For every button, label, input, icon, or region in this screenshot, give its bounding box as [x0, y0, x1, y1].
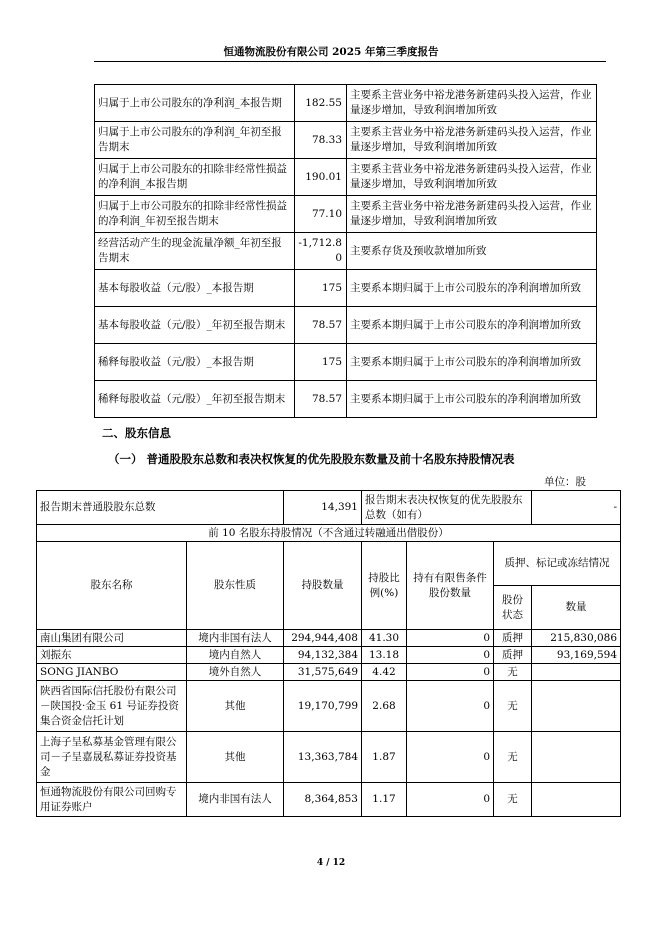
shareholder-name: 刘振东: [37, 647, 187, 664]
restricted-shares: 0: [407, 647, 494, 664]
page-number: 4 / 12: [316, 858, 346, 868]
shareholder-nature: 境内非国有法人: [187, 783, 284, 817]
pledged-amount: [532, 681, 621, 732]
changes-reason-table: [94, 84, 597, 418]
preferred-shareholders-value: -: [532, 491, 621, 525]
restricted-shares: 0: [407, 783, 494, 817]
change-reason: 主要系主营业务中裕龙港务新建码头投入运营，作业量逐步增加，导致利润增加所致: [347, 85, 597, 122]
total-shareholders-label: 报告期末普通股股东总数: [37, 491, 284, 525]
shareholder-nature: 其他: [187, 732, 284, 783]
change-reason: 主要系本期归属于上市公司股东的净利润增加所致: [347, 307, 597, 344]
share-status: 无: [494, 783, 532, 817]
changes-row: [95, 159, 597, 196]
summary-row: [37, 491, 621, 525]
pledged-amount: [532, 732, 621, 783]
shareholders-table: [36, 490, 621, 817]
change-percent: 78.33: [295, 122, 347, 159]
change-percent: 175: [295, 270, 347, 307]
shares-held: 294,944,408: [284, 630, 362, 647]
col-header-shares: 持股数量: [284, 542, 362, 630]
shareholder-nature: 其他: [187, 681, 284, 732]
top10-title-row: [37, 525, 621, 542]
share-status: 质押: [494, 630, 532, 647]
shares-held: 31,575,649: [284, 664, 362, 681]
col-header-restricted: 持有有限售条件股份数量: [407, 542, 494, 630]
holding-ratio: 1.17: [362, 783, 407, 817]
change-reason: 主要系主营业务中裕龙港务新建码头投入运营，作业量逐步增加，导致利润增加所致: [347, 159, 597, 196]
shareholder-row: [37, 647, 621, 664]
shares-held: 94,132,384: [284, 647, 362, 664]
holding-ratio: 1.87: [362, 732, 407, 783]
changes-row: [95, 122, 597, 159]
change-percent: 175: [295, 344, 347, 381]
holding-ratio: 13.18: [362, 647, 407, 664]
changes-row: [95, 85, 597, 122]
change-percent: 182.55: [295, 85, 347, 122]
shareholder-name: 恒通物流股份有限公司回购专用证券账户: [37, 783, 187, 817]
holding-ratio: 41.30: [362, 630, 407, 647]
pledged-amount: [532, 664, 621, 681]
change-reason: 主要系本期归属于上市公司股东的净利润增加所致: [347, 381, 597, 418]
shares-held: 19,170,799: [284, 681, 362, 732]
share-status: 质押: [494, 647, 532, 664]
shareholder-name: 上海子呈私募基金管理有限公司－子呈嘉晟私募证券投资基金: [37, 732, 187, 783]
item-name: 归属于上市公司股东的净利润_年初至报告期末: [95, 122, 295, 159]
restricted-shares: 0: [407, 630, 494, 647]
restricted-shares: 0: [407, 732, 494, 783]
col-header-ratio: 持股比例(%): [362, 542, 407, 630]
changes-row: [95, 270, 597, 307]
change-reason: 主要系存货及预收款增加所致: [347, 233, 597, 270]
item-name: 归属于上市公司股东的净利润_本报告期: [95, 85, 295, 122]
item-name: 稀释每股收益（元/股）_年初至报告期末: [95, 381, 295, 418]
item-name: 稀释每股收益（元/股）_本报告期: [95, 344, 295, 381]
shareholder-row: [37, 783, 621, 817]
shareholder-row: [37, 681, 621, 732]
shareholder-row: [37, 630, 621, 647]
col-header-amount: 数量: [532, 586, 621, 630]
changes-row: [95, 196, 597, 233]
section-title: 二、股东信息: [102, 426, 171, 440]
change-percent: 78.57: [295, 307, 347, 344]
pledged-amount: 93,169,594: [532, 647, 621, 664]
share-status: 无: [494, 732, 532, 783]
shareholder-name: 陕西省国际信托股份有限公司－陕国投·金玉 61 号证券投资集合资金信托计划: [37, 681, 187, 732]
holding-ratio: 4.42: [362, 664, 407, 681]
changes-row: [95, 381, 597, 418]
shareholder-name: 南山集团有限公司: [37, 630, 187, 647]
change-percent: -1,712.80: [295, 233, 347, 270]
change-reason: 主要系本期归属于上市公司股东的净利润增加所致: [347, 270, 597, 307]
holding-ratio: 2.68: [362, 681, 407, 732]
shares-held: 13,363,784: [284, 732, 362, 783]
section-subtitle: （一） 普通股股东总数和表决权恢复的优先股股东数量及前十名股东持股情况表: [108, 452, 515, 466]
item-name: 经营活动产生的现金流量净额_年初至报告期末: [95, 233, 295, 270]
share-status: 无: [494, 664, 532, 681]
col-header-pledge: 质押、标记或冻结情况: [494, 542, 621, 586]
shareholder-nature: 境内非国有法人: [187, 630, 284, 647]
header-row-1: [37, 542, 621, 586]
report-header-title: 恒通物流股份有限公司 2025 年第三季度报告: [223, 46, 439, 58]
pledged-amount: 215,830,086: [532, 630, 621, 647]
col-header-name: 股东名称: [37, 542, 187, 630]
change-reason: 主要系主营业务中裕龙港务新建码头投入运营，作业量逐步增加，导致利润增加所致: [347, 122, 597, 159]
item-name: 基本每股收益（元/股）_年初至报告期末: [95, 307, 295, 344]
shareholder-nature: 境外自然人: [187, 664, 284, 681]
change-percent: 77.10: [295, 196, 347, 233]
header-divider: [94, 61, 606, 62]
item-name: 归属于上市公司股东的扣除非经常性损益的净利润_本报告期: [95, 159, 295, 196]
shareholder-row: [37, 664, 621, 681]
top10-title: 前 10 名股东持股情况（不含通过转融通出借股份）: [37, 525, 621, 542]
share-status: 无: [494, 681, 532, 732]
restricted-shares: 0: [407, 664, 494, 681]
shares-held: 8,364,853: [284, 783, 362, 817]
item-name: 基本每股收益（元/股）_本报告期: [95, 270, 295, 307]
pledged-amount: [532, 783, 621, 817]
total-shareholders-value: 14,391: [284, 491, 362, 525]
preferred-shareholders-label: 报告期末表决权恢复的优先股股东总数（如有）: [362, 491, 532, 525]
changes-row: [95, 233, 597, 270]
shareholder-row: [37, 732, 621, 783]
item-name: 归属于上市公司股东的扣除非经常性损益的净利润_年初至报告期末: [95, 196, 295, 233]
change-percent: 190.01: [295, 159, 347, 196]
col-header-nature: 股东性质: [187, 542, 284, 630]
shareholder-name: SONG JIANBO: [37, 664, 187, 681]
restricted-shares: 0: [407, 681, 494, 732]
changes-row: [95, 344, 597, 381]
unit-label: 单位：股: [544, 476, 586, 488]
changes-row: [95, 307, 597, 344]
col-header-status: 股份状态: [494, 586, 532, 630]
shareholder-nature: 境内自然人: [187, 647, 284, 664]
change-percent: 78.57: [295, 381, 347, 418]
change-reason: 主要系主营业务中裕龙港务新建码头投入运营，作业量逐步增加，导致利润增加所致: [347, 196, 597, 233]
change-reason: 主要系本期归属于上市公司股东的净利润增加所致: [347, 344, 597, 381]
